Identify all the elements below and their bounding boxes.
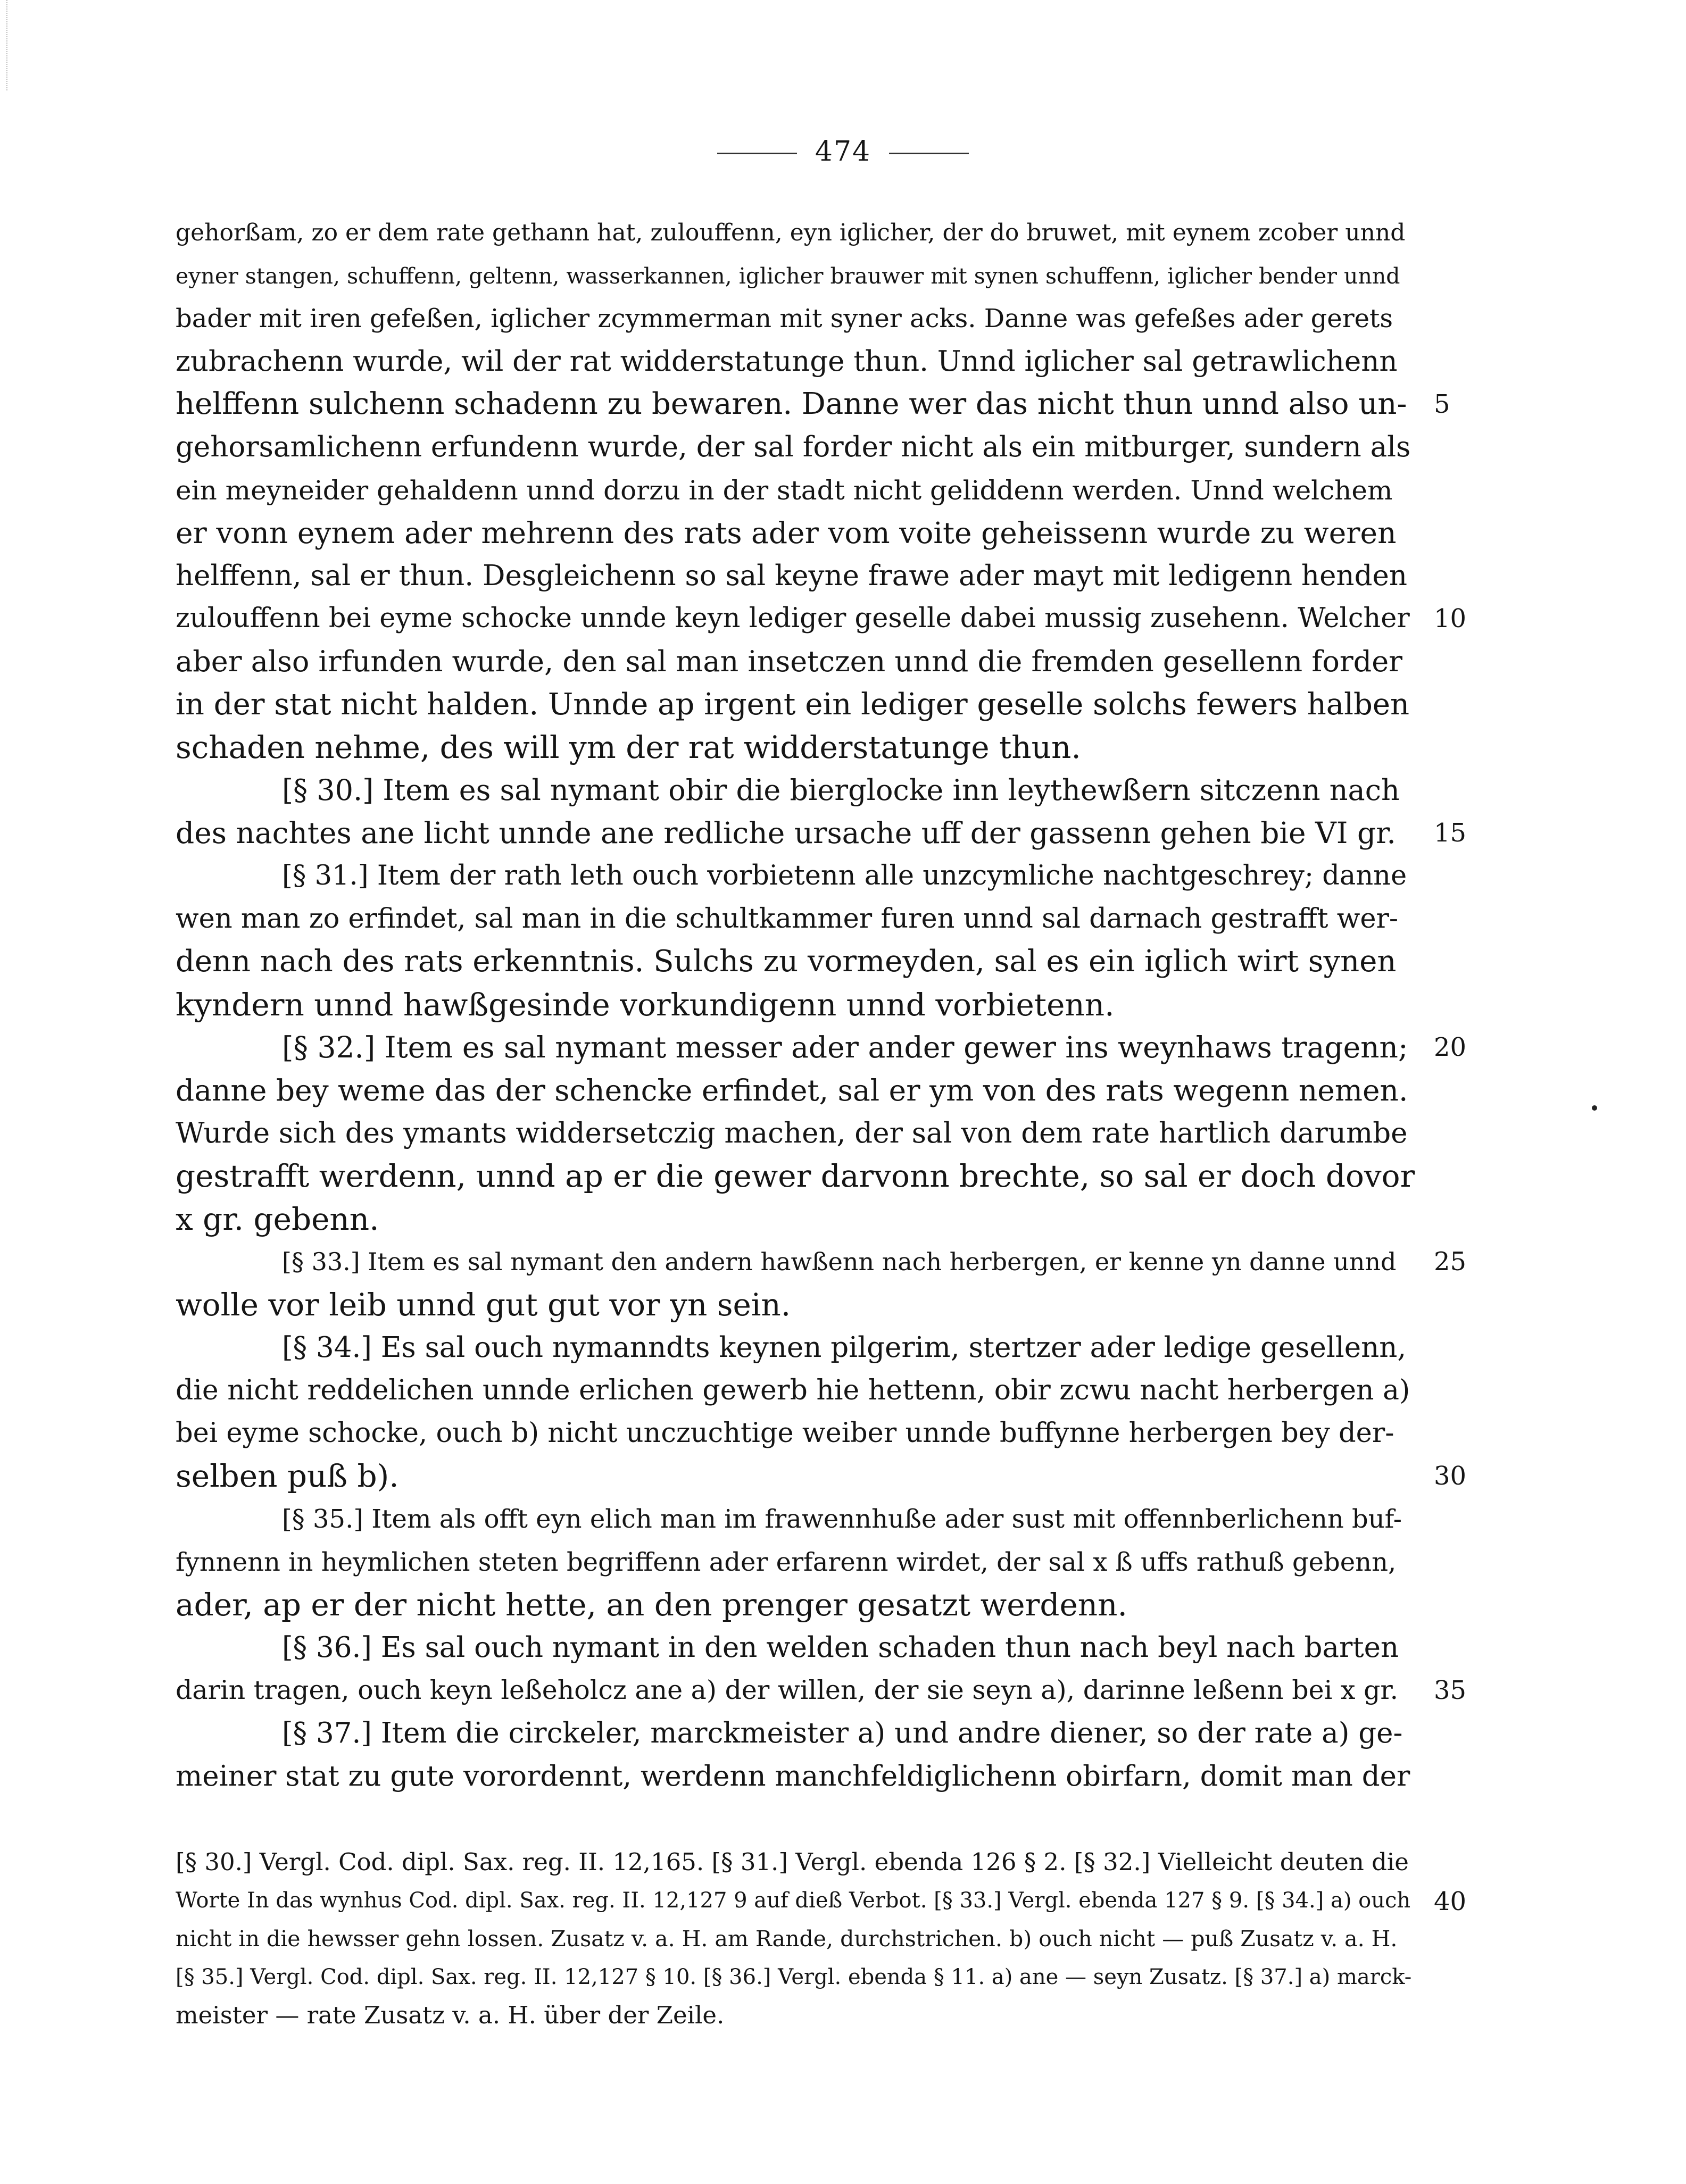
text-line: [§ 31.] Item der rath leth ouch vorbietenn alle unzcymliche nachtgeschrey; danne — [282, 860, 1407, 891]
margin-line-number: 20 — [1434, 1032, 1467, 1063]
text-line: bader mit iren gefeßen, iglicher zcymmerman mit syner acks. Danne was gefeßes ader gerets — [176, 304, 1393, 334]
text-line: [§ 30.] Item es sal nymant obir die bierglocke inn leythewßern sitczenn nach — [282, 773, 1400, 807]
text-line: gehorsamlichenn erfundenn wurde, der sal forder nicht als ein mitburger, sundern als — [176, 431, 1411, 463]
text-line: bei eyme schocke, ouch b) nicht unczuchtige weiber unnde buffynne herbergen bey der- — [176, 1417, 1394, 1449]
text-line: wen man zo erfindet, sal man in die schultkammer furen unnd sal darnach gestrafft wer- — [176, 903, 1399, 935]
footnote-line: [§ 35.] Vergl. Cod. dipl. Sax. reg. II. 12,127 § 10. [§ 36.] Vergl. ebenda § 11. a) ane — seyn Zusatz. [§ 37.] a) marck- — [176, 1965, 1412, 1989]
scan-edge — [6, 0, 8, 90]
margin-line-number: 15 — [1434, 818, 1467, 848]
text-line: fynnenn in heymlichen steten begriffenn ader erfarenn wirdet, der sal x ß uffs rathuß gebenn, — [176, 1547, 1397, 1577]
page-number: 474 — [815, 136, 871, 168]
text-line: denn nach des rats erkenntnis. Sulchs zu vormeyden, sal es ein iglich wirt synen — [176, 944, 1397, 979]
margin-line-number: 35 — [1434, 1675, 1467, 1706]
text-line: die nicht reddelichen unnde erlichen gewerb hie hettenn, obir zcwu nacht herbergen a) — [176, 1374, 1410, 1407]
text-line: zulouffenn bei eyme schocke unnde keyn lediger geselle dabei mussig zusehenn. Welcher — [176, 603, 1410, 635]
text-line: x gr. gebenn. — [176, 1201, 379, 1237]
text-line: meiner stat zu gute vorordennt, werdenn manchfeldiglichenn obirfarn, domit man der — [176, 1760, 1410, 1793]
text-line: wolle vor leib unnd gut gut vor yn sein. — [176, 1287, 791, 1323]
text-line: kyndern unnd hawßgesinde vorkundigenn unnd vorbietenn. — [176, 986, 1115, 1023]
text-line: danne bey weme das der schencke erfindet, sal er ym von des rats wegenn nemen. — [176, 1073, 1408, 1107]
ink-speck — [1592, 1105, 1597, 1111]
text-line: helffenn sulchenn schadenn zu bewaren. Danne wer das nicht thun unnd also un- — [176, 387, 1407, 422]
margin-line-number: 30 — [1434, 1461, 1467, 1491]
footnote-line: nicht in die hewsser gehn lossen. Zusatz v. a. H. am Rande, durchstrichen. b) ouch nicht — puß Zusatz v. a. H. — [176, 1926, 1398, 1952]
footnote-line: Worte In das wynhus Cod. dipl. Sax. reg. II. 12,127 9 auf dieß Verbot. [§ 33.] Vergl. ebenda 127 § 9. [§ 34.] a) ouch — [176, 1888, 1411, 1913]
text-line: ein meyneider gehaldenn unnd dorzu in der stadt nicht geliddenn werden. Unnd welchem — [176, 474, 1393, 506]
text-line: aber also irfunden wurde, den sal man insetczen unnd die fremden gesellenn forder — [176, 645, 1402, 678]
text-line: er vonn eynem ader mehrenn des rats ader vom voite geheissenn wurde zu weren — [176, 516, 1397, 551]
text-line: schaden nehme, des will ym der rat widderstatunge thun. — [176, 729, 1081, 766]
text-line: in der stat nicht halden. Unnde ap irgent ein lediger geselle solchs fewers halben — [176, 687, 1410, 722]
header-rule-left — [717, 153, 797, 154]
text-line: gestrafft werdenn, unnd ap er die gewer darvonn brechte, so sal er doch dovor — [176, 1158, 1415, 1195]
margin-line-number: 40 — [1434, 1887, 1467, 1916]
footnote-line: [§ 30.] Vergl. Cod. dipl. Sax. reg. II. 12,165. [§ 31.] Vergl. ebenda 126 § 2. [§ 32.] Vielleicht deuten die — [176, 1848, 1409, 1876]
text-line: gehorßam, zo er dem rate gethann hat, zulouffenn, eyn iglicher, der do bruwet, mit eynem zcober unnd — [176, 219, 1406, 246]
text-line: [§ 34.] Es sal ouch nymanndts keynen pilgerim, stertzer ader ledige gesellenn, — [282, 1331, 1407, 1364]
text-line: [§ 35.] Item als offt eyn elich man im frawennhuße ader sust mit offennberlichenn buf- — [282, 1504, 1402, 1534]
text-line: [§ 37.] Item die circkeler, marckmeister a) und andre diener, so der rate a) ge- — [282, 1717, 1403, 1749]
text-line: [§ 33.] Item es sal nymant den andern hawßenn nach herbergen, er kenne yn danne unnd — [282, 1247, 1397, 1277]
text-line: [§ 36.] Es sal ouch nymant in den welden schaden thun nach beyl nach barten — [282, 1631, 1399, 1664]
margin-line-number: 10 — [1434, 604, 1467, 634]
text-line: ader, ap er der nicht hette, an den prenger gesatzt werdenn. — [176, 1587, 1127, 1623]
header-rule-right — [889, 153, 969, 154]
text-line: Wurde sich des ymants widdersetczig machen, der sal von dem rate hartlich darumbe — [176, 1116, 1408, 1149]
text-line: eyner stangen, schuffenn, geltenn, wasserkannen, iglicher brauwer mit synen schuffenn, iglicher bender unnd — [176, 263, 1400, 289]
margin-line-number: 25 — [1434, 1247, 1467, 1277]
text-line: des nachtes ane licht unnde ane redliche ursache uff der gassenn gehen bie VI gr. — [176, 816, 1396, 851]
page-header — [0, 136, 1686, 184]
text-line: helffenn, sal er thun. Desgleichenn so sal keyne frawe ader mayt mit ledigenn henden — [176, 559, 1407, 592]
text-line: selben puß b). — [176, 1458, 399, 1495]
text-line: zubrachenn wurde, wil der rat widderstatunge thun. Unnd iglicher sal getrawlichenn — [176, 345, 1398, 378]
margin-line-number: 5 — [1434, 389, 1450, 420]
text-line: [§ 32.] Item es sal nymant messer ader ander gewer ins weynhaws tragenn; — [282, 1030, 1408, 1065]
footnote-line: meister — rate Zusatz v. a. H. über der Zeile. — [176, 2001, 725, 2029]
text-line: darin tragen, ouch keyn leßeholcz ane a) der willen, der sie seyn a), darinne leßenn bei x gr. — [176, 1675, 1399, 1706]
